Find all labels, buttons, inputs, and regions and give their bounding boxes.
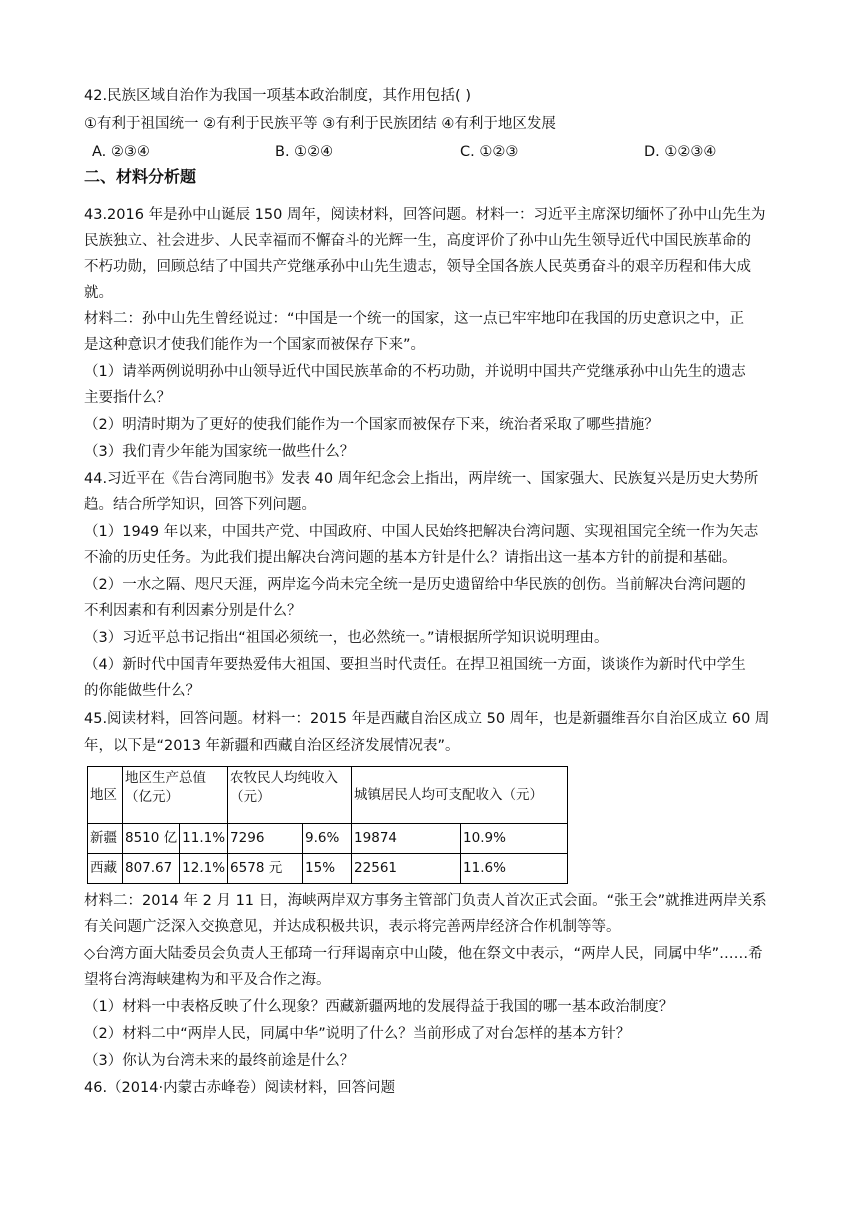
- cell-gdp: 807.67: [123, 854, 180, 884]
- q45-line: ◇台湾方面大陆委员会负责人王郁琦一行拜谒南京中山陵，他在祭文中表示，“两岸人民，同属中华”……希: [84, 946, 763, 962]
- q44-line: 不利因素和有利因素分别是什么？: [84, 603, 302, 619]
- q45-line: （3）你认为台湾未来的最终前途是什么？: [84, 1053, 355, 1069]
- cell-urban-growth: 10.9%: [461, 824, 568, 854]
- q44-line: 趋。结合所学知识，回答下列问题。: [84, 497, 316, 513]
- table-header-row: [88, 767, 568, 824]
- q42-option-c: C. ①②③: [460, 144, 519, 160]
- q42-statements: ①有利于祖国统一 ②有利于民族平等 ③有利于民族团结 ④有利于地区发展: [84, 116, 556, 132]
- q43-line: 是这种意识才使我们能作为一个国家而被保存下来”。: [84, 337, 426, 353]
- header-rural: [228, 767, 352, 824]
- economy-table: [87, 766, 568, 884]
- q43-line: （1）请举两例说明孙中山领导近代中国民族革命的不朽功勋，并说明中国共产党继承孙中山先生的遗志: [84, 364, 746, 380]
- q44-line: （2）一水之隔、咫尺天涯，两岸迄今尚未完全统一是历史遗留给中华民族的创伤。当前解决台湾问题的: [84, 577, 746, 593]
- q44-line: 44.习近平在《告台湾同胞书》发表 40 周年纪念会上指出，两岸统一、国家强大、民族复兴是历史大势所: [84, 471, 759, 487]
- cell-rural: 7296: [228, 824, 303, 854]
- cell-urban: 19874: [352, 824, 461, 854]
- q44-line: 不渝的历史任务。为此我们提出解决台湾问题的基本方针是什么？请指出这一基本方针的前提和基础。: [84, 550, 737, 566]
- q45-line: 望将台湾海峡建构为和平及合作之海。: [84, 972, 331, 988]
- q45-line: 45.阅读材料，回答问题。材料一：2015 年是西藏自治区成立 50 周年，也是新疆维吾尔自治区成立 60 周: [84, 711, 770, 727]
- cell-rural-growth: 9.6%: [303, 824, 352, 854]
- cell-gdp-growth: 11.1%: [180, 824, 228, 854]
- cell-urban-growth: 11.6%: [461, 854, 568, 884]
- q45-line: （2）材料二中“两岸人民，同属中华”说明了什么？当前形成了对台怎样的基本方针？: [84, 1026, 631, 1042]
- cell-region: 新疆: [88, 824, 123, 854]
- cell-gdp-growth: 12.1%: [180, 854, 228, 884]
- q43-line: 43.2016 年是孙中山诞辰 150 周年，阅读材料，回答问题。材料一：习近平主席深切缅怀了孙中山先生为: [84, 207, 766, 223]
- q42-option-b: B. ①②④: [275, 144, 334, 160]
- q43-line: （2）明清时期为了更好的使我们能作为一个国家而被保存下来，统治者采取了哪些措施？: [84, 417, 659, 433]
- q42-option-d: D. ①②③④: [644, 144, 717, 160]
- q44-line: （4）新时代中国青年要热爱伟大祖国、要担当时代责任。在捍卫祖国统一方面，谈谈作为新时代中学生: [84, 657, 746, 673]
- cell-gdp: 8510 亿: [123, 824, 180, 854]
- section-title: 二、材料分析题: [84, 167, 197, 186]
- q42-stem: 42.民族区域自治作为我国一项基本政治制度，其作用包括( ): [84, 88, 471, 104]
- cell-region: 西藏: [88, 854, 123, 884]
- q44-line: （1）1949 年以来，中国共产党、中国政府、中国人民始终把解决台湾问题、实现祖国完全统一作为矢志: [84, 524, 759, 540]
- header-rural-unit: （元）: [230, 789, 271, 805]
- q43-line: 主要指什么？: [84, 390, 171, 406]
- header-urban: 城镇居民人均可支配收入（元）: [352, 767, 568, 824]
- header-gdp-label: 地区生产总值: [125, 770, 206, 786]
- table-row: [88, 854, 568, 884]
- header-gdp: [123, 767, 228, 824]
- q45-line: 有关问题广泛深入交换意见，并达成积极共识，表示将完善两岸经济合作机制等等。: [84, 919, 621, 935]
- table-row: [88, 824, 568, 854]
- cell-rural: 6578 元: [228, 854, 303, 884]
- q43-line: 不朽功勋，回顾总结了中国共产党继承孙中山先生遗志，领导全国各族人民英勇奋斗的艰辛历程和伟大成: [84, 259, 751, 275]
- header-rural-label: 农牧民人均纯收入: [230, 770, 339, 786]
- q45-line: 年，以下是“2013 年新疆和西藏自治区经济发展情况表”。: [84, 738, 460, 754]
- cell-rural-growth: 15%: [303, 854, 352, 884]
- q43-line: 就。: [84, 285, 113, 301]
- header-gdp-unit: （亿元）: [125, 789, 179, 805]
- cell-urban: 22561: [352, 854, 461, 884]
- q44-line: （3）习近平总书记指出“祖国必须统一，也必然统一。”请根据所学知识说明理由。: [84, 630, 609, 646]
- q44-line: 的你能做些什么？: [84, 683, 200, 699]
- q43-line: 材料二：孙中山先生曾经说过：“中国是一个统一的国家，这一点已牢牢地印在我国的历史意识之中，正: [84, 311, 745, 327]
- q42-option-a: A. ②③④: [92, 144, 150, 160]
- q43-line: 民族独立、社会进步、人民幸福而不懈奋斗的光辉一生，高度评价了孙中山先生领导近代中国民族革命的: [84, 233, 751, 249]
- q45-line: 材料二：2014 年 2 月 11 日，海峡两岸双方事务主管部门负责人首次正式会面。“张王会”就推进两岸关系: [84, 893, 767, 909]
- header-region: 地区: [88, 767, 123, 824]
- q45-line: （1）材料一中表格反映了什么现象？西藏新疆两地的发展得益于我国的哪一基本政治制度？: [84, 999, 674, 1015]
- q43-line: （3）我们青少年能为国家统一做些什么？: [84, 444, 355, 460]
- q46-stem: 46.（2014·内蒙古赤峰卷）阅读材料，回答问题: [84, 1080, 396, 1096]
